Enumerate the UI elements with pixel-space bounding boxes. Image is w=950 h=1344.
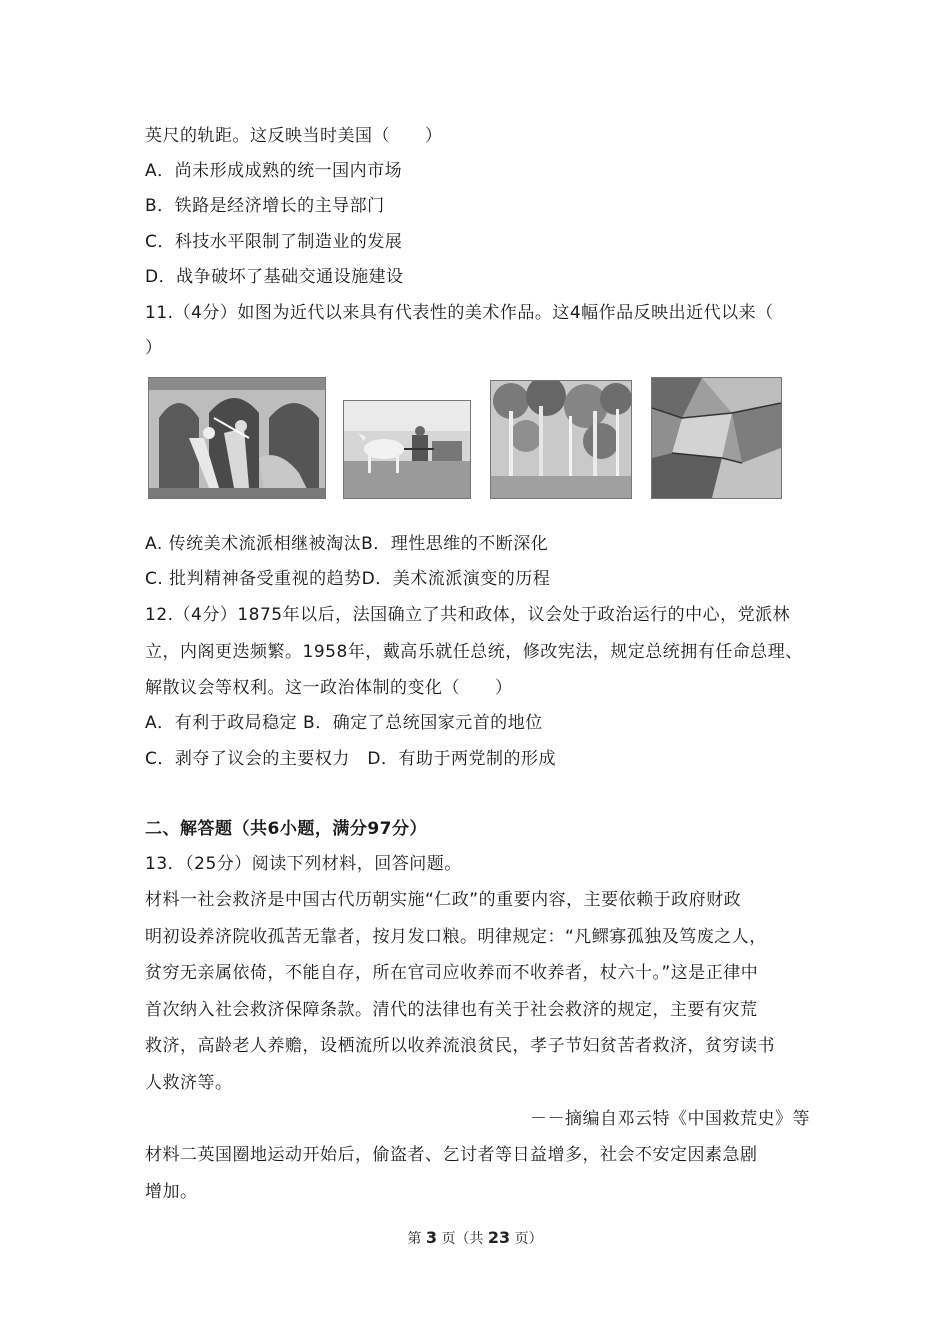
- q11-options-cd: C. 批判精神备受重视的趋势D．美术流派演变的历程: [145, 569, 551, 589]
- q13-material2-line-2: 增加。: [145, 1182, 198, 1202]
- q13-material2-line-1: 材料二英国圈地运动开始后，偷盗者、乞讨者等日益增多，社会不安定因素急剧: [145, 1145, 758, 1165]
- q12-stem-line-1: 12.（4分）1875年以后，法国确立了共和政体，议会处于政治运行的中心，党派林: [145, 605, 791, 625]
- section-heading: 二、解答题（共6小题，满分97分）: [145, 819, 427, 839]
- footer-prefix: 第: [407, 1231, 422, 1247]
- q13-material1-line-5: 救济，高龄老人养赡，设栖流所以收养流浪贫民，孝子节妇贫苦者救济，贫穷读书: [145, 1036, 775, 1056]
- artwork-classical-scene: [148, 377, 326, 499]
- q12-options-ab: A．有利于政局稳定 B．确定了总统国家元首的地位: [145, 713, 543, 733]
- q12-stem-line-3: 解散议会等权利。这一政治体制的变化（ ）: [145, 678, 513, 698]
- q13-material1-line-3: 贫穷无亲属依倚，不能自存，所在官司应收养而不收养者，杖六十。”这是正律中: [145, 963, 759, 983]
- q11-options-ab: A. 传统美术流派相继被淘汰B．理性思维的不断深化: [145, 534, 549, 554]
- q10-option-c: C．科技水平限制了制造业的发展: [145, 232, 403, 252]
- q13-material1-line-6: 人救济等。: [145, 1073, 233, 1093]
- footer-middle: 页（共: [441, 1231, 484, 1247]
- footer-total-pages: 23: [487, 1228, 511, 1247]
- q13-material1-line-4: 首次纳入社会救济保障条款。清代的法律也有关于社会救济的规定，主要有灾荒: [145, 1000, 758, 1020]
- q10-stem-tail: 英尺的轨距。这反映当时美国（ ）: [145, 126, 443, 146]
- q13-source-citation: －－摘编自邓云特《中国救荒史》等: [530, 1109, 810, 1129]
- q13-material1-line-1: 材料一社会救济是中国古代历朝实施“仁政”的重要内容，主要依赖于政府财政: [145, 890, 742, 910]
- q10-option-a: A．尚未形成成熟的统一国内市场: [145, 161, 403, 181]
- q10-option-d: D．战争破坏了基础交通设施建设: [145, 267, 404, 287]
- q13-stem: 13．（25分）阅读下列材料，回答问题。: [145, 854, 462, 874]
- artwork-horse-cart: [343, 400, 471, 499]
- q11-stem-paren: ）: [145, 338, 163, 358]
- q11-stem: 11.（4分）如图为近代以来具有代表性的美术作品。这4幅作品反映出近代以来（: [145, 303, 774, 323]
- q12-options-cd: C．剥夺了议会的主要权力 D．有助于两党制的形成: [145, 749, 556, 769]
- q12-stem-line-2: 立，内阁更迭频繁。1958年，戴高乐就任总统，修改宪法，规定总统拥有任命总理、: [145, 642, 803, 662]
- q10-option-b: B．铁路是经济增长的主导部门: [145, 196, 385, 216]
- artwork-abstract-rocks: [651, 377, 782, 499]
- q13-material1-line-2: 明初设养济院收孤苦无靠者，按月发口粮。明律规定：“凡鳏寡孤独及笃废之人，: [145, 927, 767, 947]
- footer-suffix: 页）: [514, 1231, 543, 1247]
- footer-page-number: 3: [425, 1228, 437, 1247]
- artwork-forest: [490, 380, 632, 499]
- page-footer: [0, 1228, 950, 1248]
